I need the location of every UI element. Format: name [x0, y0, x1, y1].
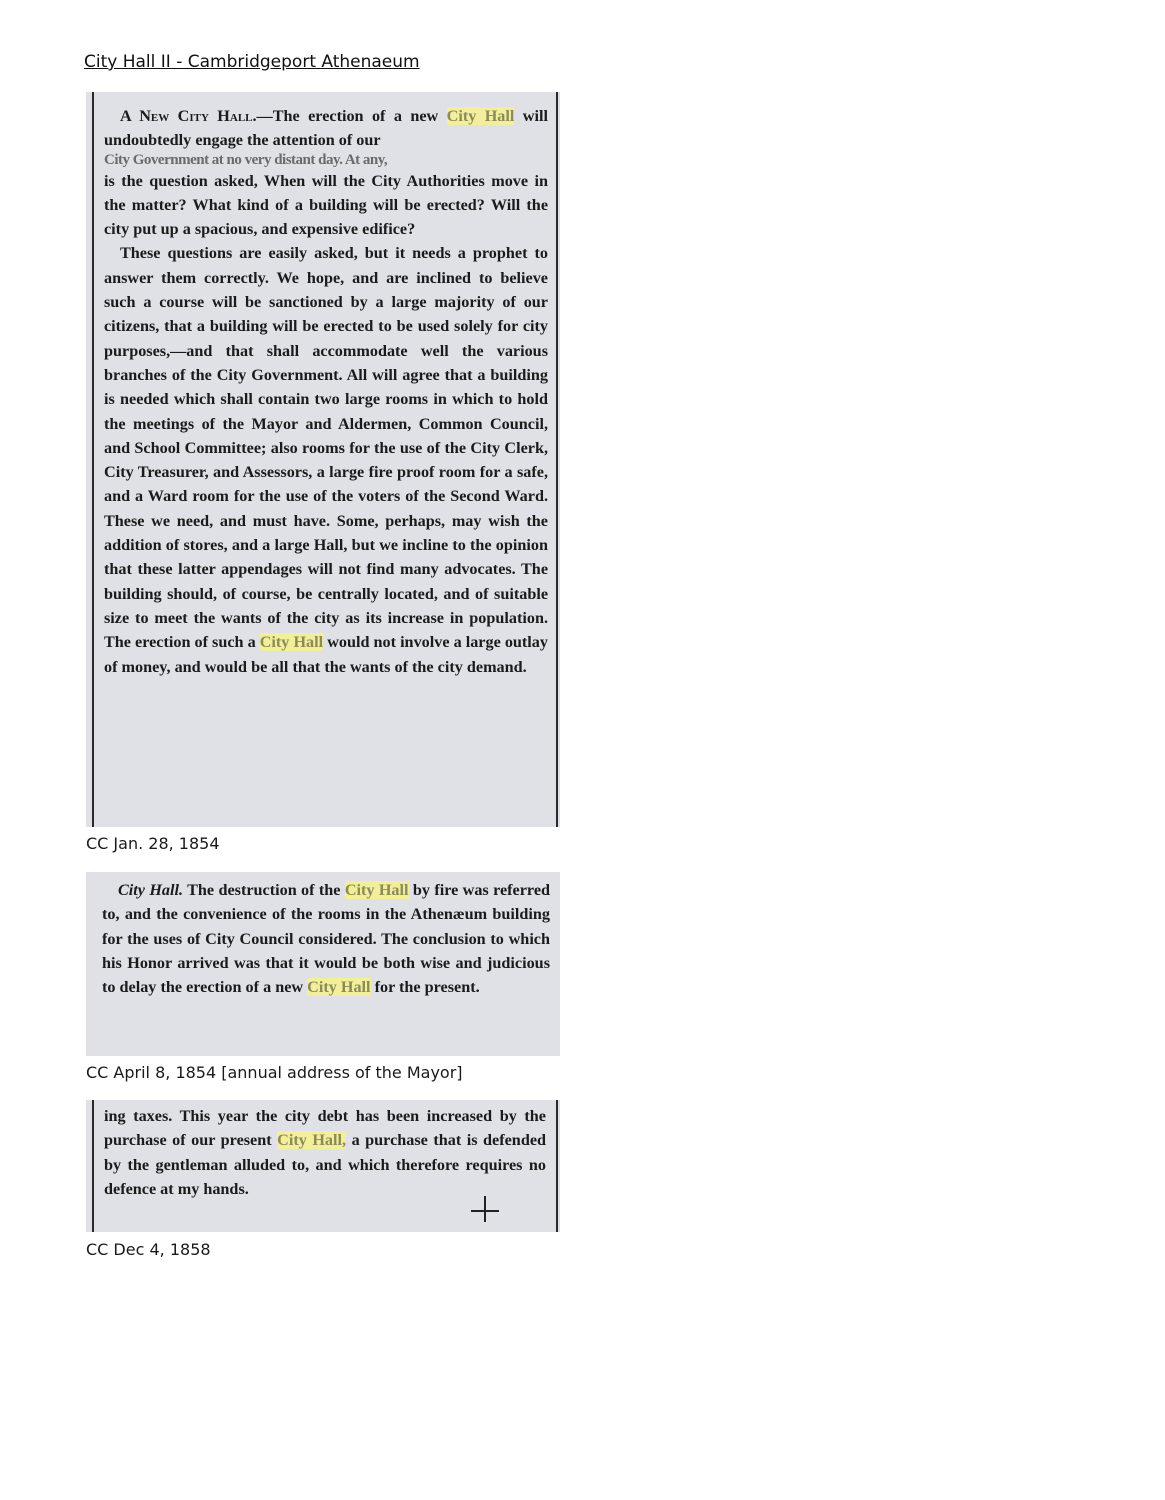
- page-title: City Hall II - Cambridgeport Athenaeum: [84, 52, 420, 72]
- clip2-lead: City Hall.: [118, 881, 184, 899]
- caption-2: CC April 8, 1854 [annual address of the Mayor]: [86, 1063, 463, 1082]
- column-rule-right: [556, 1100, 558, 1232]
- column-rule-right: [556, 92, 558, 827]
- column-rule-left: [92, 92, 94, 827]
- clip1-text-a: —The erection of a new: [256, 107, 447, 125]
- clip2-highlight-1: City Hall: [344, 881, 409, 899]
- clip1-text-b: will undoubtedly engage the attention of our: [104, 107, 548, 150]
- clip2-text-c: for the present.: [370, 978, 480, 997]
- clip2-paragraph: [102, 878, 550, 999]
- newspaper-clipping-3: [86, 1100, 560, 1232]
- clip1-lead: A New City Hall.: [120, 107, 257, 125]
- caption-3: CC Dec 4, 1858: [86, 1240, 211, 1259]
- clip1-paragraph-2: [104, 241, 548, 678]
- clip2-highlight-2: City Hall: [307, 978, 371, 997]
- caption-1: CC Jan. 28, 1854: [86, 834, 220, 853]
- crosshair-mark-horizontal: [471, 1210, 499, 1212]
- clip2-text-b: by fire was referred to, and the convenience of the rooms in the Athenæum building for the uses of City Council considered. The conclusion to which his Honor arrived was that it would be both wise and judicious to delay the erection of a new: [102, 881, 551, 997]
- clip3-text-a: ing taxes. This year the city debt has been increased by the purchase of our present: [104, 1107, 546, 1150]
- clip1-highlight-2: City Hall: [259, 633, 324, 652]
- newspaper-clipping-2: [86, 872, 560, 1056]
- clip3-paragraph: [104, 1104, 546, 1201]
- clip1-text-p2-end: would not involve a large outlay of money, and would be all that the wants of the city demand.: [104, 633, 548, 676]
- clip3-text-b: a purchase that is defended by the gentleman alluded to, and which therefore requires no defence at my hands.: [104, 1131, 547, 1198]
- clip3-highlight-1: City Hall,: [277, 1131, 347, 1150]
- clip1-garbled-line: City Government at no very distant day. At any,: [104, 152, 388, 168]
- clip1-paragraph-1-cont: is the question asked, When will the City Authorities move in the matter? What kind of a building will be erected? Will the city put up a spacious, and expensive edifice?: [104, 171, 548, 239]
- newspaper-clipping-1: [86, 92, 560, 827]
- clip1-highlight-1: City Hall: [446, 107, 515, 125]
- crosshair-mark-vertical: [484, 1196, 486, 1222]
- clip1-paragraph-1: [104, 104, 548, 153]
- column-rule-left: [92, 1100, 94, 1232]
- clip2-text-a: The destruction of the: [183, 881, 345, 899]
- clip1-text-p2: These questions are easily asked, but it needs a prophet to answer them correctly. We hope, and are inclined to believe such a course will be sanctioned by a large majority of our citizens, that a building will be erected to be used solely for city purposes,—and that shall accommodate well the various branches of the City Government. All will agree that a building is needed which shall contain two large rooms in which to hold the meetings of the Mayor and Aldermen, Common Council, and School Committee; also rooms for the use of the City Clerk, City Treasurer, and Assessors, a large fire proof room for a safe, and a Ward room for the use of the voters of the Second Ward. These we need, and must have. Some, perhaps, may wish the addition of stores, and a large Hall, but we incline to the opinion that these latter appendages will not find many advocates. The building should, of course, be centrally located, and of suitable size to meet the wants of the city as its increase in population. The erection of such a: [104, 244, 548, 652]
